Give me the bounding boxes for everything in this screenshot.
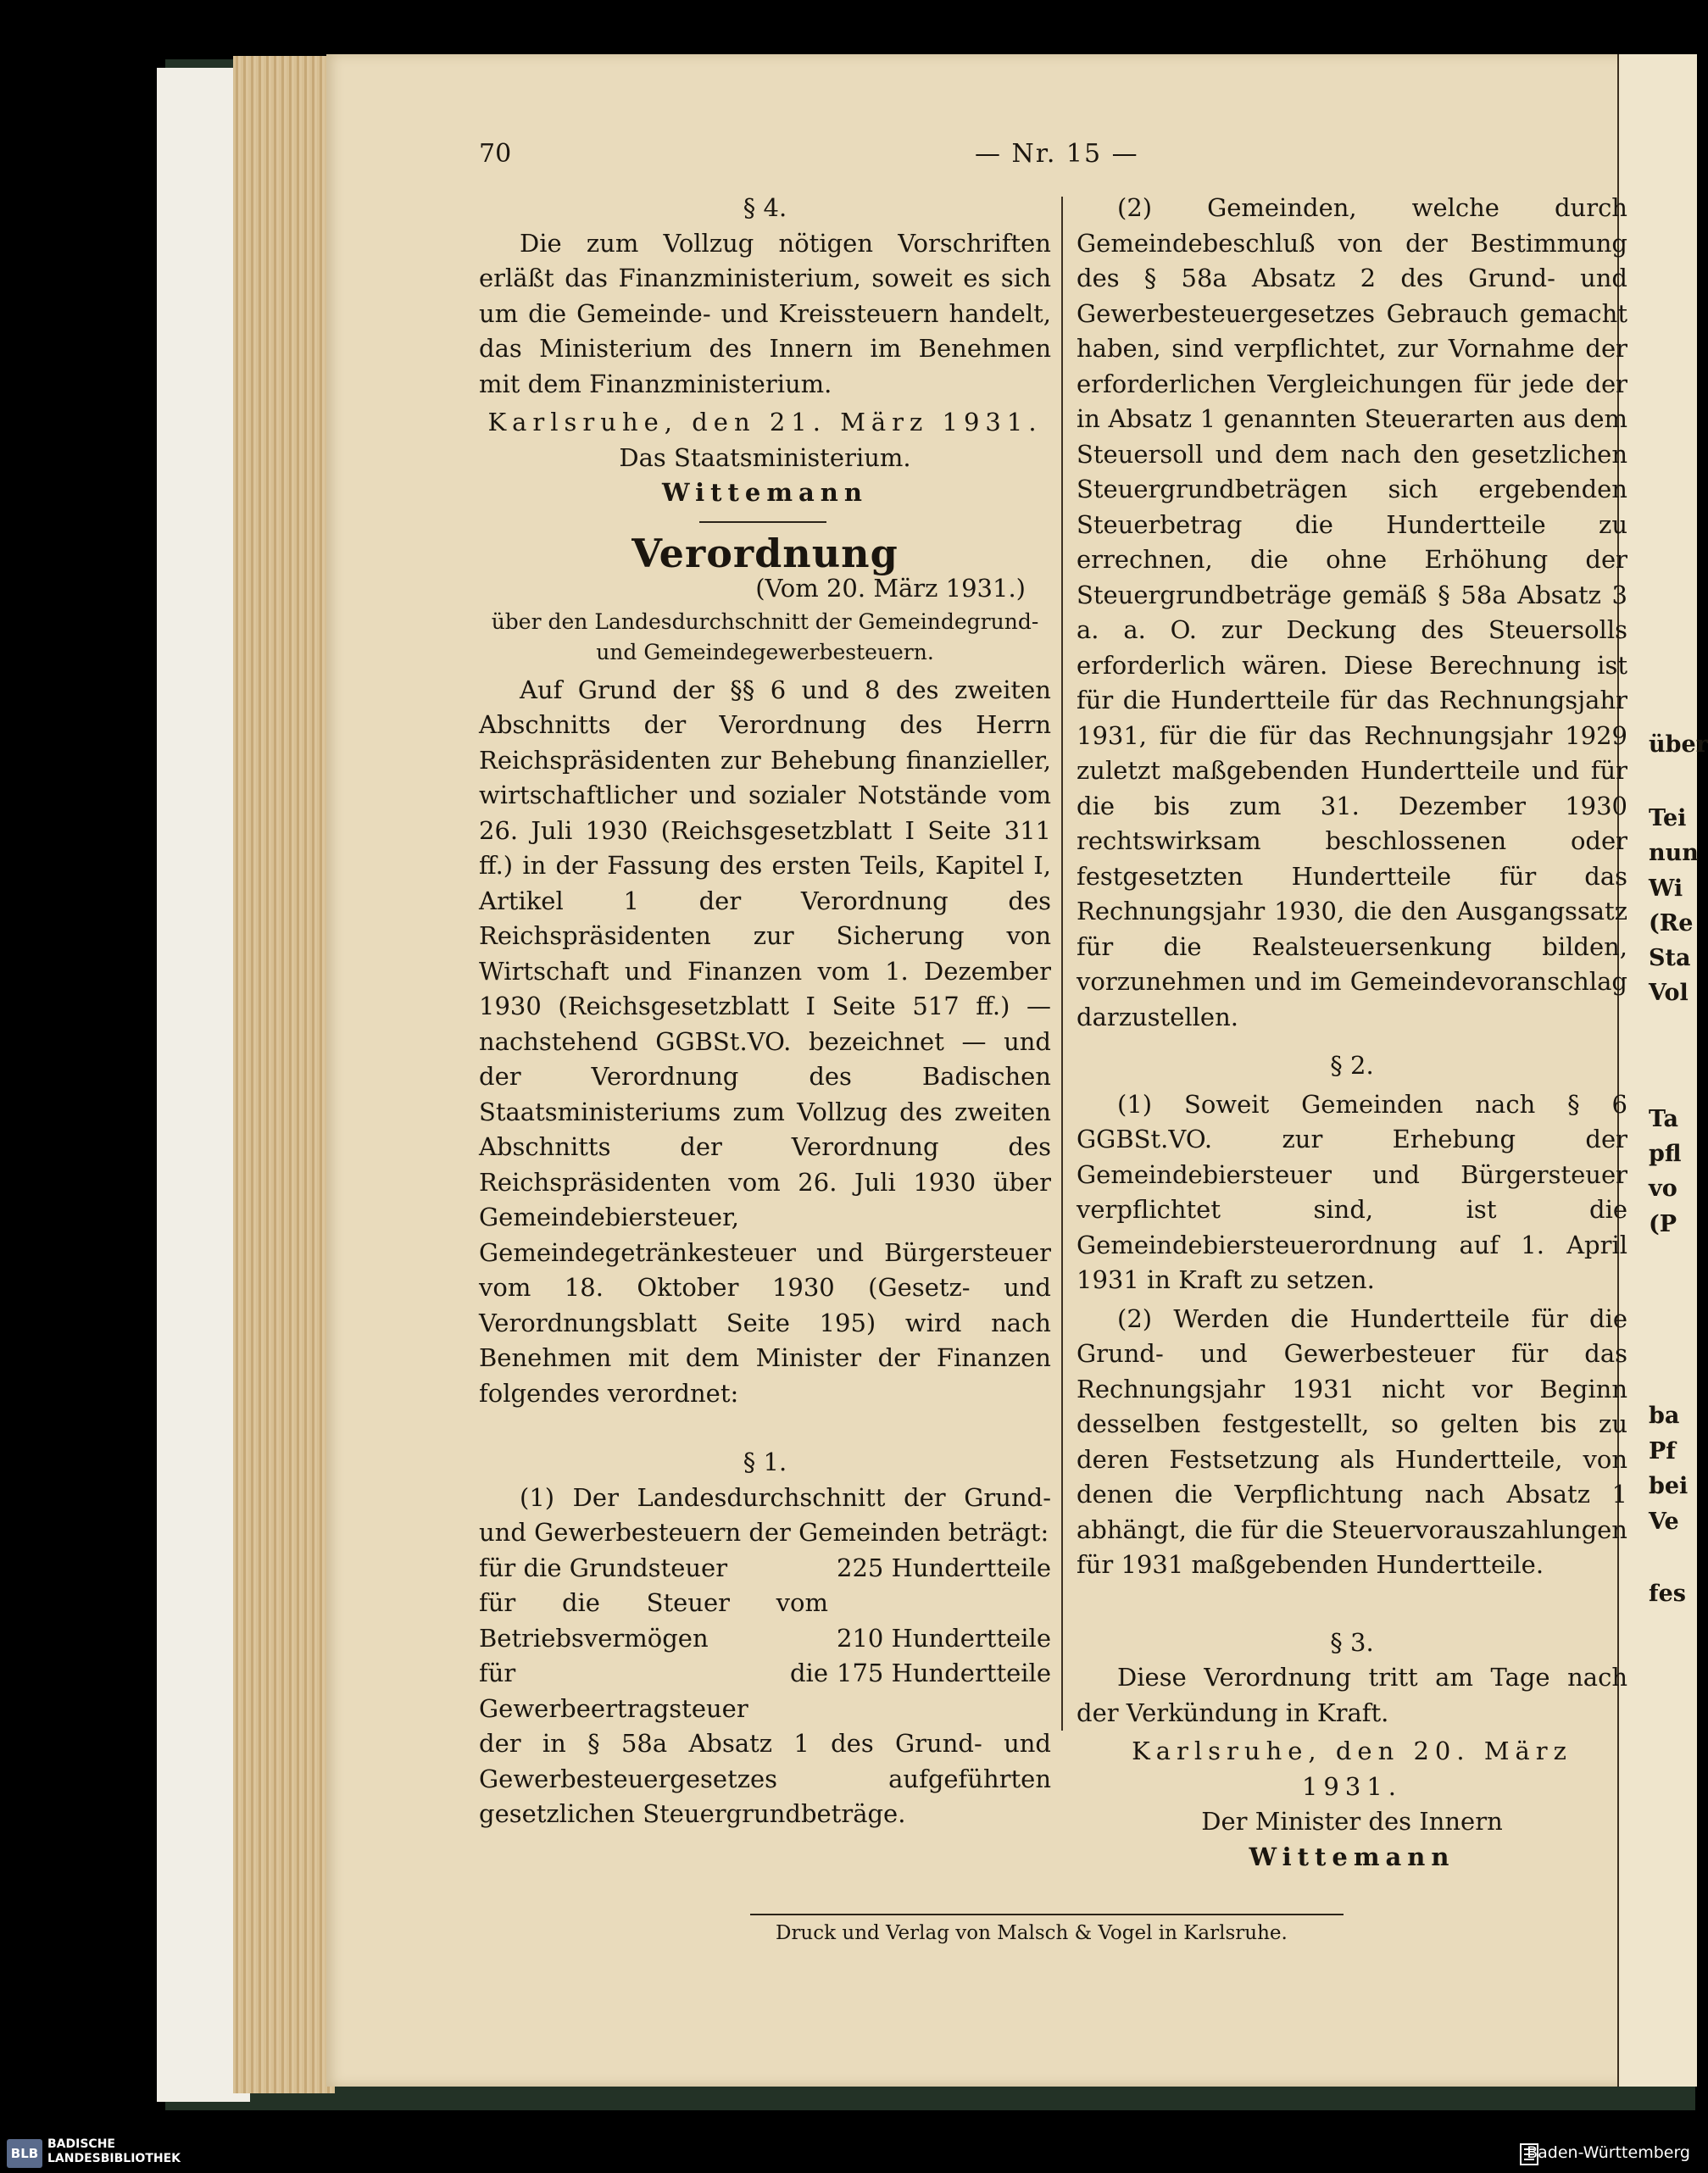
section-1-title: § 1. [743, 1448, 787, 1476]
page-number: 70 [479, 139, 512, 169]
next-page-fragment: (Re [1649, 910, 1694, 936]
next-page-fragment: vo [1649, 1175, 1677, 1202]
ministry-name: Das Staatsministerium. [619, 442, 911, 472]
next-page-fragment: bei [1649, 1473, 1689, 1499]
rates-table [479, 1551, 1051, 1727]
ordinance-subject: über den Landesdurchschnitt der Gemeindegrund- und Gemeindegewerbesteuern. [491, 609, 1039, 664]
rate-row [479, 1656, 1051, 1726]
section-2-para-1: (1) Soweit Gemeinden nach § 6 GGBSt.VO. zur Erhebung der Gemeindebiersteuer und Bürgersteuer verpflichtet sind, ist die Gemeindebiersteuerordnung auf 1. April 1931 in Kraft zu setzen. [1077, 1089, 1627, 1294]
short-rule [699, 521, 826, 523]
rate-row [479, 1586, 1051, 1656]
rate-label: für die Steuer vom Betriebsvermögen [479, 1588, 828, 1653]
rate-value: 210 Hundertteile [837, 1623, 1051, 1653]
section-2-title: § 2. [1330, 1051, 1374, 1080]
section-1-intro: (1) Der Landesdurchschnitt der Grund- und Gewerbesteuern der Gemeinden beträgt: [479, 1482, 1051, 1547]
next-page-fragment: Tei [1649, 805, 1687, 831]
short-rule-wrap [479, 511, 1051, 536]
next-page-fragment: fes [1649, 1581, 1686, 1607]
right-column [1077, 191, 1627, 1875]
ordinance-date: (Vom 20. März 1931.) [755, 574, 1026, 603]
next-page-fragment: über [1649, 731, 1708, 758]
signer-name: Wittemann [662, 478, 868, 507]
next-page-fragment: Ta [1649, 1106, 1679, 1132]
ordinance-heading: Verordnung [631, 530, 899, 576]
printer-imprint: Druck und Verlag von Malsch & Vogel in Karlsruhe. [776, 1922, 1288, 1944]
page-edges [233, 56, 335, 2093]
section-4-text: Die zum Vollzug nötigen Vorschriften erläßt das Finanzministerium, soweit es sich um die Gemeinde- und Kreissteuern handelt, das Ministerium des Innern im Benehmen mit dem Finanzministerium. [479, 228, 1051, 398]
place-date-right: Karlsruhe, den 20. März 1931. [1132, 1737, 1572, 1801]
state-name[interactable]: Baden-Württemberg [1527, 2143, 1690, 2162]
column-divider [1061, 197, 1063, 1731]
next-page-fragment: pfl [1649, 1141, 1682, 1167]
issue-number: — Nr. 15 — [975, 139, 1139, 169]
rate-label: für die Gewerbeertragsteuer [479, 1659, 828, 1723]
preamble-text: Auf Grund der §§ 6 und 8 des zweiten Abschnitts der Verordnung des Herrn Reichspräsidenten zur Behebung finanzieller, wirtschaftlicher und sozialer Notstände vom 26. Juli 1930 (Reichsgesetzblatt I Seite 311 ff.) in der Fassung des ersten Teils, Kapitel I, Artikel 1 der Verordnung des Reichspräsidenten zur Sicherung von Wirtschaft und Finanzen vom 1. Dezember 1930 (Reichsgesetzblatt I Seite 517 ff.) — nachstehend GGBSt.VO. bezeichnet — und der Verordnung des Badischen Staatsministeriums zum Vollzug des zweiten Abschnitts der Verordnung des Reichspräsidenten vom 26. Juli 1930 über Gemeindebiersteuer, Gemeindegetränkesteuer und Bürgersteuer vom 18. Oktober 1930 (Gesetz- und Verordnungsblatt Seite 195) wird nach Benehmen mit dem Minister der Finanzen folgendes verordnet: [479, 675, 1051, 1408]
section-2-para-2: (2) Werden die Hundertteile für die Grund- und Gewerbesteuer für das Rechnungsjahr 1931 nicht vor Beginn desselben festgestellt, so gelten bis zu deren Festsetzung als Hundertteile, von denen die Verpflichtung nach Absatz 1 abhängt, die für die Steuervorauszahlungen für 1931 maßgebenden Hundertteile. [1077, 1303, 1627, 1579]
section-1-para-2: (2) Gemeinden, welche durch Gemeindebeschluß von der Bestimmung des § 58a Absatz 2 des Grund- und Gewerbesteuergesetzes Gebrauch gemacht haben, sind verpflichtet, zur Vornahme der erforderlichen Vergleichungen für jede der in Absatz 1 genannten Steuerarten aus dem Steuersoll und dem nach den gesetzlichen Steuergrundbeträgen sich ergebenden Steuerbetrag die Hundertteile zu errechnen, die ohne Erhöhung der Steuergrundbeträge gemäß § 58a Absatz 3 a. a. O. zur Deckung des Steuersolls erforderlich wären. Diese Berechnung ist für die Hundertteile für das Rechnungsjahr 1931, für die für das Rechnungsjahr 1929 zuletzt maßgebenden Hundertteile und für die bis zum 31. Dezember 1930 rechtswirksam beschlossenen oder festgesetzten Hundertteile für das Rechnungsjahr 1930, die den Ausgangssatz für die Realsteuersenkung bilden, vorzunehmen und im Gemeindevoranschlag darzustellen. [1077, 193, 1627, 1031]
next-page-fragment: Vol [1649, 980, 1689, 1006]
next-page-fragment: nun [1649, 840, 1699, 866]
library-name-line-2: LANDESBIBLIOTHEK [47, 2152, 181, 2165]
blb-logo[interactable]: BLB [7, 2139, 42, 2168]
viewer-footer-bar [0, 2131, 1695, 2173]
minister-title: Der Minister des Innern [1201, 1807, 1503, 1836]
rate-value: 225 Hundertteile [837, 1553, 1051, 1582]
section-3-title: § 3. [1330, 1627, 1374, 1657]
place-date: Karlsruhe, den 21. März 1931. [487, 408, 1043, 436]
next-page-strip [1617, 54, 1697, 2087]
section-3-text: Diese Verordnung tritt am Tage nach der Verkündung in Kraft. [1077, 1663, 1627, 1727]
next-page-fragment: ba [1649, 1403, 1680, 1429]
library-name [47, 2137, 181, 2166]
rate-value: 175 Hundertteile [837, 1659, 1051, 1687]
section-4-title: § 4. [743, 193, 787, 222]
left-column [479, 191, 1051, 1832]
next-page-fragment: (P [1649, 1211, 1677, 1237]
section-1-tail: der in § 58a Absatz 1 des Grund- und Gewerbesteuergesetzes aufgeführten gesetzlichen Steuergrundbeträge. [479, 1729, 1051, 1828]
signer-name-right: Wittemann [1249, 1842, 1455, 1871]
rate-row [479, 1551, 1051, 1587]
rate-label: für die Grundsteuer [479, 1553, 728, 1582]
footer-rule [750, 1914, 1344, 1915]
next-page-fragment: Pf [1649, 1438, 1676, 1464]
library-name-line-1: BADISCHE [47, 2137, 115, 2151]
next-page-fragment: Ve [1649, 1509, 1679, 1535]
next-page-fragment: Sta [1649, 945, 1691, 971]
next-page-fragment: Wi [1649, 875, 1683, 902]
